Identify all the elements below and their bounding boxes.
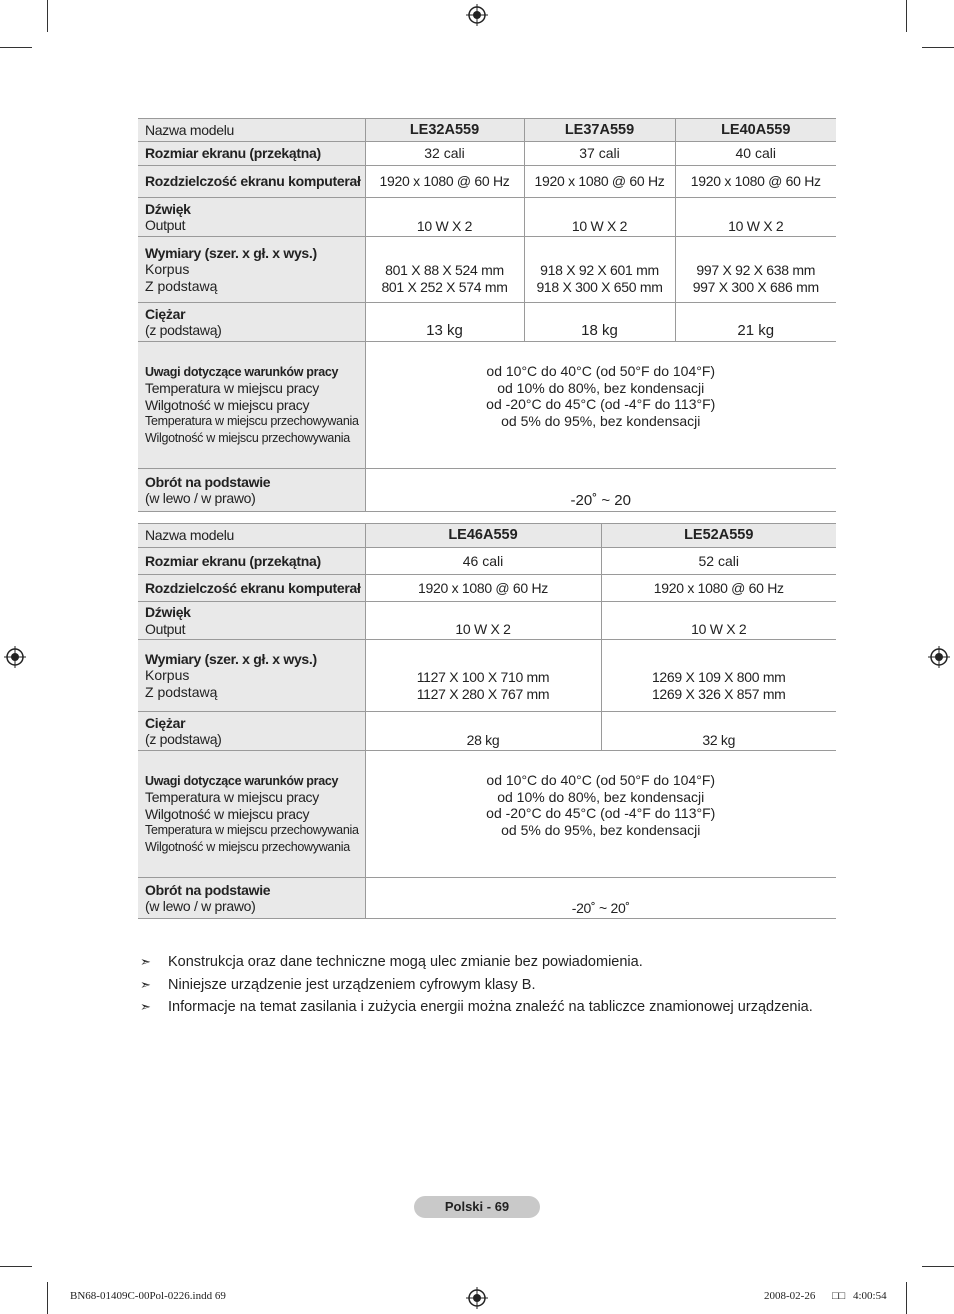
dimensions-stand-label: Z podstawą (145, 683, 218, 700)
table-row (138, 640, 836, 712)
table-row (138, 878, 836, 919)
dimensions-cell (524, 237, 675, 303)
environment-value: od -20°C do 45°C (od -4°F do 113°F) (486, 805, 716, 821)
table-cell: 10 W X 2 (675, 198, 836, 237)
dimensions-cell (675, 237, 836, 303)
dimensions-body-value: 997 X 92 X 638 mm (696, 262, 816, 278)
table-cell: 10 W X 2 (365, 198, 524, 237)
crop-mark (906, 1282, 907, 1314)
sound-label: Dźwięk (145, 200, 191, 217)
table-cell: 10 W X 2 (601, 602, 836, 640)
table-row (138, 166, 836, 198)
environment-temp-label: Temperatura w miejscu pracy (145, 789, 319, 806)
dimensions-label: Wymiary (szer. x gł. x wys.) (145, 650, 317, 667)
swivel-value: -20˚ ~ 20 (365, 469, 836, 512)
storage-humidity-label: Wilgotność w miejscu przechowywania (145, 839, 350, 854)
table-row (138, 142, 836, 166)
dimensions-label: Wymiary (szer. x gł. x wys.) (145, 244, 317, 261)
environment-humidity-label: Wilgotność w miejscu pracy (145, 396, 310, 413)
table-row (138, 342, 836, 469)
table-cell: 28 kg (365, 712, 601, 751)
environment-value: od -20°C do 45°C (od -4°F do 113°F) (486, 396, 716, 412)
table-cell: 1920 x 1080 @ 60 Hz (524, 166, 675, 198)
table-row (138, 198, 836, 237)
model-name: LE32A559 (365, 119, 524, 142)
registration-mark-icon (466, 4, 488, 26)
spec-table-2 (138, 523, 836, 919)
swivel-value: -20˚ ~ 20˚ (365, 878, 836, 919)
table-row (138, 751, 836, 878)
note-text: Informacje na temat zasilania i zużycia energii można znaleźć na tabliczce znamionowej urządzenia. (168, 999, 813, 1016)
table-cell: 32 cali (365, 142, 524, 166)
table-row (138, 119, 836, 142)
table-cell: 37 cali (524, 142, 675, 166)
dimensions-body-label: Korpus (145, 667, 190, 684)
environment-temp-label: Temperatura w miejscu pracy (145, 380, 319, 397)
table-row (138, 602, 836, 640)
swivel-label-cell (138, 469, 365, 512)
dimensions-stand-value: 1127 X 280 X 767 mm (416, 685, 550, 702)
crop-mark (0, 47, 32, 48)
note-text: Konstrukcja oraz dane techniczne mogą ulec zmianie bez powiadomienia. (168, 954, 643, 971)
dimensions-stand-value: 801 X 252 X 574 mm (381, 278, 508, 295)
swivel-label: Obrót na podstawie (145, 473, 271, 490)
dimensions-label-cell (138, 237, 365, 303)
environment-values-cell (365, 751, 836, 878)
environment-value: od 10% do 80%, bez kondensacji (497, 788, 705, 805)
weight-label: Ciężar (145, 714, 186, 731)
list-item (140, 996, 813, 1019)
dimensions-cell (365, 640, 601, 712)
dimensions-stand-value: 997 X 300 X 686 mm (692, 278, 819, 295)
weight-label-cell (138, 303, 365, 342)
model-label: Nazwa modelu (138, 524, 365, 548)
environment-value: od 10% do 80%, bez kondensacji (497, 379, 705, 396)
environment-label-cell (138, 342, 365, 469)
table-row (138, 237, 836, 303)
table-row (138, 712, 836, 751)
dimensions-stand-label: Z podstawą (145, 277, 218, 294)
footer-time: 4:00:54 (853, 1290, 887, 1302)
model-name: LE52A559 (601, 524, 836, 548)
sound-label-cell (138, 602, 365, 640)
sound-label: Dźwięk (145, 604, 191, 620)
registration-mark-icon (4, 646, 26, 668)
resolution-label: Rozdzielczość ekranu komputerał (138, 575, 365, 602)
screen-label: Rozmiar ekranu (przekątna) (138, 548, 365, 575)
sound-label-cell (138, 198, 365, 237)
dimensions-cell (365, 237, 524, 303)
table-cell: 46 cali (365, 548, 601, 575)
table-row (138, 548, 836, 575)
environment-label: Uwagi dotyczące warunków pracy (145, 364, 339, 379)
arrow-bullet-icon: ➣ (140, 976, 151, 992)
storage-temp-label: Temperatura w miejscu przechowywania (145, 823, 359, 838)
table-cell: 18 kg (524, 303, 675, 342)
swivel-sublabel: (w lewo / w prawo) (145, 490, 256, 506)
dimensions-body-value: 801 X 88 X 524 mm (385, 262, 504, 278)
environment-humidity-label: Wilgotność w miejscu pracy (145, 805, 310, 822)
weight-label: Ciężar (145, 305, 186, 322)
dimensions-body-value: 1127 X 100 X 710 mm (416, 669, 550, 685)
crop-mark (47, 0, 48, 32)
crop-mark (906, 0, 907, 32)
swivel-label: Obrót na podstawie (145, 881, 271, 898)
arrow-bullet-icon: ➣ (140, 999, 151, 1015)
dimensions-stand-value: 918 X 300 X 650 mm (536, 278, 663, 295)
list-item (140, 951, 813, 974)
arrow-bullet-icon: ➣ (140, 954, 151, 970)
list-item (140, 974, 813, 997)
storage-temp-label: Temperatura w miejscu przechowywania (145, 414, 359, 429)
environment-value: od 10°C do 40°C (od 50°F do 104°F) (486, 363, 716, 379)
footer-date: 2008-02-26 (764, 1290, 816, 1302)
swivel-sublabel: (w lewo / w prawo) (145, 898, 256, 914)
dimensions-body-value: 918 X 92 X 601 mm (540, 262, 659, 278)
environment-value: od 5% do 95%, bez kondensacji (501, 821, 701, 838)
table-cell: 1920 x 1080 @ 60 Hz (675, 166, 836, 198)
environment-value: od 10°C do 40°C (od 50°F do 104°F) (486, 772, 716, 788)
model-name: LE40A559 (675, 119, 836, 142)
environment-values-cell (365, 342, 836, 469)
dimensions-body-label: Korpus (145, 261, 190, 278)
dimensions-cell (601, 640, 836, 712)
table-cell: 21 kg (675, 303, 836, 342)
registration-mark-icon (466, 1287, 488, 1309)
table-cell: 10 W X 2 (365, 602, 601, 640)
environment-value: od 5% do 95%, bez kondensacji (501, 412, 701, 429)
weight-sublabel: (z podstawą) (145, 322, 222, 338)
sound-sublabel: Output (145, 217, 186, 233)
weight-sublabel: (z podstawą) (145, 731, 222, 747)
table-row (138, 524, 836, 548)
table-row (138, 469, 836, 512)
table-cell: 1920 x 1080 @ 60 Hz (365, 166, 524, 198)
spec-table-1 (138, 118, 836, 512)
table-cell: 13 kg (365, 303, 524, 342)
model-name: LE46A559 (365, 524, 601, 548)
table-cell: 1920 x 1080 @ 60 Hz (601, 575, 836, 602)
model-label: Nazwa modelu (138, 119, 365, 142)
table-row (138, 303, 836, 342)
crop-mark (922, 1266, 954, 1267)
environment-label: Uwagi dotyczące warunków pracy (145, 773, 339, 788)
resolution-label: Rozdzielczość ekranu komputerał (138, 166, 365, 198)
dimensions-body-value: 1269 X 109 X 800 mm (651, 669, 786, 685)
registration-mark-icon (928, 646, 950, 668)
screen-label: Rozmiar ekranu (przekątna) (138, 142, 365, 166)
dimensions-label-cell (138, 640, 365, 712)
crop-mark (47, 1282, 48, 1314)
swivel-label-cell (138, 878, 365, 919)
table-cell: 32 kg (601, 712, 836, 751)
table-cell: 52 cali (601, 548, 836, 575)
environment-label-cell (138, 751, 365, 878)
notes-list (140, 951, 813, 1019)
crop-mark (922, 47, 954, 48)
weight-label-cell (138, 712, 365, 751)
crop-mark (0, 1266, 32, 1267)
table-row (138, 575, 836, 602)
model-name: LE37A559 (524, 119, 675, 142)
page-number-badge: Polski - 69 (414, 1196, 540, 1218)
table-cell: 1920 x 1080 @ 60 Hz (365, 575, 601, 602)
dimensions-stand-value: 1269 X 326 X 857 mm (651, 685, 786, 702)
storage-humidity-label: Wilgotność w miejscu przechowywania (145, 430, 350, 445)
footer-boxes: □□ (832, 1290, 846, 1302)
table-cell: 10 W X 2 (524, 198, 675, 237)
note-text: Niniejsze urządzenie jest urządzeniem cyfrowym klasy B. (168, 976, 536, 993)
sound-sublabel: Output (145, 620, 186, 637)
footer-filename: BN68-01409C-00Pol-0226.indd 69 (70, 1290, 226, 1302)
table-cell: 40 cali (675, 142, 836, 166)
